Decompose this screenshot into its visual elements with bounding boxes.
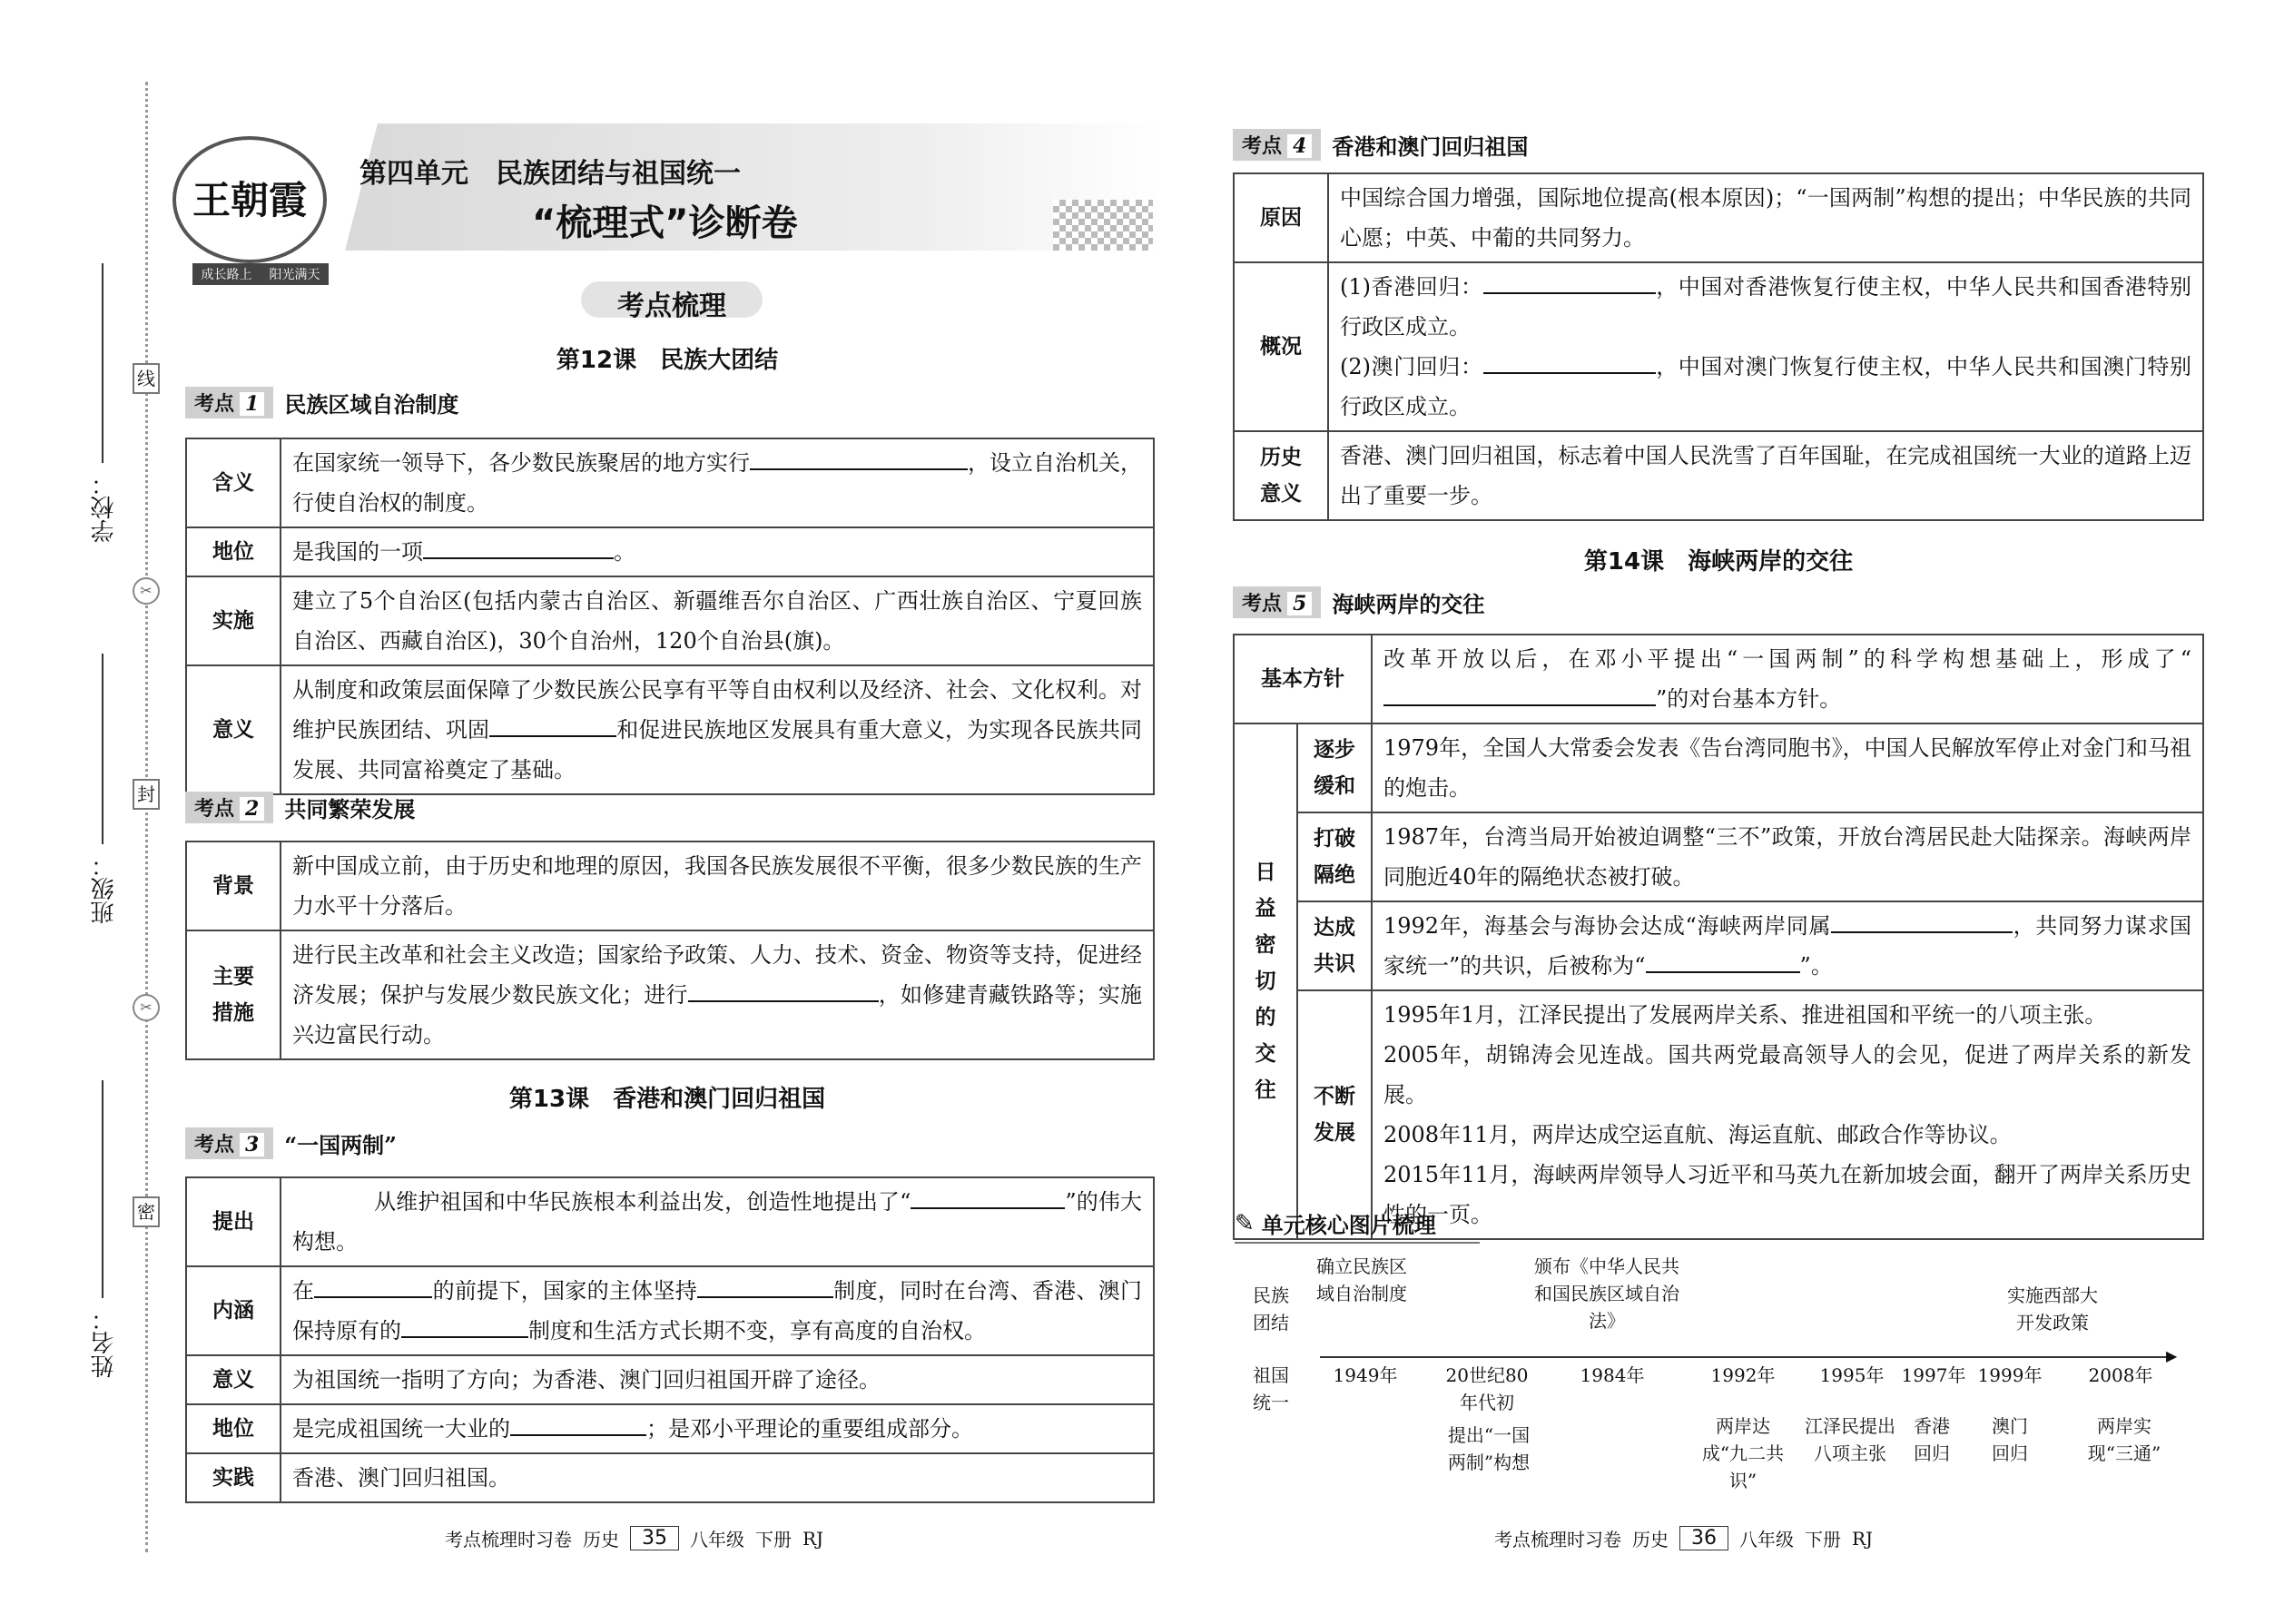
list-item: 1995年1月，江泽民提出了发展两岸关系、推进祖国和平统一的八项主张。	[1383, 1002, 2107, 1028]
footer-edition: RJ	[802, 1527, 824, 1550]
list-item: 2015年11月，海峡两岸领导人习近平和马英九在新加坡会面，翻开了两岸关系历史性的一页。	[1383, 1162, 2191, 1227]
logo-sub1: 成长路上	[201, 268, 252, 282]
brand-logo	[172, 136, 327, 263]
timeline-year: 1995年	[1819, 1364, 1885, 1386]
timeline-event-below: 两岸达成“九二共识”	[1701, 1415, 1785, 1491]
timeline-heading	[1235, 1207, 1436, 1239]
logo-ribbon	[192, 263, 329, 285]
table-row	[186, 1453, 1154, 1502]
table-row	[1234, 262, 2203, 431]
kd3-title: “一国两制”	[284, 1131, 397, 1158]
kd3-heading	[185, 1126, 397, 1160]
cut-mark-seal: 封	[133, 779, 160, 810]
footer-subject: 历史	[1632, 1529, 1669, 1550]
table-row	[186, 842, 1154, 930]
section-title: 考点梳理	[617, 290, 726, 322]
edit-icon: ✎	[1235, 1209, 1255, 1237]
fill-blank[interactable]	[750, 443, 968, 470]
row-label: 达成共识	[1297, 901, 1372, 990]
footer-edition: RJ	[1852, 1527, 1874, 1550]
kd3-tag: 考点 3	[185, 1127, 273, 1159]
timeline-row-label: 祖国统一	[1253, 1364, 1289, 1413]
row-content: 1987年，台湾当局开始被迫调整“三不”政策，开放台湾居民赴大陆探亲。海峡两岸同胞近40年的隔绝状态被打破。	[1372, 812, 2203, 901]
page-number: 36	[1679, 1526, 1728, 1550]
row-content: 在国家统一领导下，各少数民族聚居的地方实行 ，设立自治机关，行使自治权的制度。	[281, 438, 1154, 527]
row-content: 在 的前提下，国家的主体坚持 制度，同时在台湾、香港、澳门保持原有的 制度和生活方式长期不变，享有高度的自治权。	[281, 1266, 1154, 1355]
row-label: 背景	[186, 842, 281, 930]
table-row	[186, 1177, 1154, 1266]
scissors-icon: ✂	[133, 994, 160, 1021]
footer-left	[445, 1525, 823, 1551]
timeline-year: 1949年	[1333, 1364, 1398, 1386]
timeline-event-below: 香港回归	[1914, 1415, 1950, 1464]
timeline-year: 1984年	[1580, 1364, 1645, 1386]
arrow-right-icon: ▶	[2166, 1347, 2178, 1364]
kd5-title: 海峡两岸的交往	[1332, 590, 1485, 617]
fill-blank[interactable]	[1483, 347, 1656, 374]
fill-blank[interactable]	[489, 710, 616, 737]
header-checker-pattern	[1053, 200, 1153, 251]
row-label: 概况	[1234, 262, 1328, 431]
row-content: 进行民主改革和社会主义改造；国家给予政策、人力、技术、资金、物资等支持，促进经济发展；保护与发展少数民族文化；进行 ，如修建青藏铁路等；实施兴边富民行动。	[281, 930, 1154, 1059]
footer-right	[1494, 1525, 1873, 1551]
timeline-year: 1992年	[1710, 1364, 1776, 1386]
row-label: 主要措施	[186, 930, 281, 1059]
timeline-year: 1997年	[1901, 1364, 1966, 1386]
row-label: 历史意义	[1234, 431, 1328, 520]
row-label: 基本方针	[1234, 635, 1372, 723]
row-label: 提出	[186, 1177, 281, 1266]
fill-blank[interactable]	[1483, 267, 1656, 294]
class-field[interactable]	[102, 654, 103, 844]
timeline-axis	[1320, 1356, 2170, 1358]
timeline-event-below: 两岸实现“三通”	[2087, 1415, 2161, 1464]
kd2-heading	[185, 790, 415, 824]
footer-grade: 八年级	[1739, 1529, 1794, 1550]
footer-volume: 下册	[755, 1529, 792, 1550]
row-label: 内涵	[186, 1266, 281, 1355]
row-content: 香港、澳门回归祖国。	[281, 1453, 1154, 1502]
row-label: 原因	[1234, 173, 1328, 262]
table-row	[1234, 990, 2203, 1239]
paper-subtitle: “梳理式”诊断卷	[532, 202, 798, 244]
kd2-table	[185, 841, 1155, 1060]
fill-blank[interactable]	[1831, 906, 2013, 933]
row-label: 打破隔绝	[1297, 812, 1372, 901]
kd3-table	[185, 1176, 1155, 1503]
row-content: 是完成祖国统一大业的 ；是邓小平理论的重要组成部分。	[281, 1404, 1154, 1453]
page-number: 35	[630, 1526, 679, 1550]
lesson-13-title: 第13课 香港和澳门回归祖国	[508, 1086, 826, 1113]
kd2-title: 共同繁荣发展	[284, 795, 416, 822]
row-content: 中国综合国力增强，国际地位提高(根本原因)；“一国两制”构想的提出；中华民族的共同心愿；中英、中葡的共同努力。	[1328, 173, 2203, 262]
kd5-tag: 考点 5	[1233, 586, 1321, 618]
row-content: 建立了5个自治区(包括内蒙古自治区、新疆维吾尔自治区、广西壮族自治区、宁夏回族自治区、西藏自治区)，30个自治州，120个自治县(旗)。	[281, 576, 1154, 665]
list-item: 2008年11月，两岸达成空运直航、海运直航、邮政合作等协议。	[1383, 1122, 2012, 1147]
table-row	[1234, 723, 2203, 812]
row-content: 从制度和政策层面保障了少数民族公民享有平等自由权利以及经济、社会、文化权利。对维护民族团结、巩固 和促进民族地区发展具有重大意义，为实现各民族共同发展、共同富裕奠定了基础。	[281, 665, 1154, 794]
row-content: 是我国的一项 。	[281, 527, 1154, 576]
fill-blank[interactable]	[423, 532, 614, 559]
timeline-title: 单元核心图片梳理	[1261, 1213, 1436, 1238]
binding-dotted-line	[145, 82, 148, 1552]
timeline-event-below: 澳门回归	[1992, 1415, 2028, 1464]
row-label: 逐步缓和	[1297, 723, 1372, 812]
footer-subject: 历史	[583, 1529, 619, 1550]
row-content: (1)香港回归： ，中国对香港恢复行使主权，中华人民共和国香港特别行政区成立。 (2)澳门回归： ，中国对澳门恢复行使主权，中华人民共和国澳门特别行政区成立。	[1328, 262, 2203, 431]
cut-mark-secret: 密	[133, 1196, 160, 1227]
timeline-event-above: 实施西部大开发政策	[2007, 1284, 2098, 1334]
timeline-heading-rule	[1235, 1242, 1480, 1244]
unit-title: 第四单元 民族团结与祖国统一	[359, 158, 741, 190]
class-label: 班级：	[91, 853, 118, 924]
row-label: 意义	[186, 1355, 281, 1404]
footer-volume: 下册	[1805, 1529, 1841, 1550]
scissors-icon: ✂	[133, 577, 160, 605]
row-label: 实践	[186, 1453, 281, 1502]
timeline-row-label: 民族团结	[1253, 1284, 1289, 1334]
table-row	[1234, 901, 2203, 990]
kd1-table	[185, 438, 1155, 795]
timeline-year: 2008年	[2088, 1364, 2153, 1386]
table-row	[186, 527, 1154, 576]
footer-series: 考点梳理时习卷	[1494, 1529, 1621, 1550]
name-field[interactable]	[102, 1080, 103, 1298]
table-row	[1234, 431, 2203, 520]
footer-series: 考点梳理时习卷	[445, 1529, 572, 1550]
fill-blank[interactable]	[292, 1182, 374, 1209]
row-label: 地位	[186, 1404, 281, 1453]
kd1-title: 民族区域自治制度	[284, 390, 459, 418]
timeline-year: 1999年	[1977, 1364, 2043, 1386]
fill-blank[interactable]	[697, 1271, 833, 1298]
table-row	[186, 1355, 1154, 1404]
row-content: 香港、澳门回归祖国，标志着中国人民洗雪了百年国耻，在完成祖国统一大业的道路上迈出了重要一步。	[1328, 431, 2203, 520]
kd4-heading	[1233, 127, 1528, 162]
school-label: 学校：	[91, 472, 118, 543]
table-row	[186, 930, 1154, 1059]
timeline-year: 20世纪80年代初	[1445, 1364, 1529, 1413]
fill-blank[interactable]	[314, 1271, 432, 1298]
row-label: 不断发展	[1297, 990, 1372, 1239]
row-label: 含义	[186, 438, 281, 527]
list-item: 2005年，胡锦涛会见连战。国共两党最高领导人的会见，促进了两岸关系的新发展。	[1383, 1042, 2191, 1107]
kd2-tag: 考点 2	[185, 792, 273, 823]
kd4-tag: 考点 4	[1233, 129, 1321, 161]
timeline-event-below: 江泽民提出八项主张	[1805, 1415, 1895, 1464]
timeline-event-below: 提出“一国两制”构想	[1447, 1424, 1531, 1473]
row-content: 为祖国统一指明了方向；为香港、澳门回归祖国开辟了途径。	[281, 1355, 1154, 1404]
row-content: 1992年，海基会与海协会达成“海峡两岸同属 ，共同努力谋求国家统一”的共识，后被称为“ ”。	[1372, 901, 2203, 990]
cut-mark-line: 线	[133, 363, 160, 394]
group-label: 日益密切的交往	[1234, 723, 1297, 1239]
table-row	[186, 438, 1154, 527]
table-row	[186, 1404, 1154, 1453]
logo-sub2: 阳光满天	[269, 268, 320, 282]
table-row	[186, 665, 1154, 794]
fill-blank[interactable]	[510, 1409, 646, 1436]
kd5-table	[1233, 634, 2204, 1240]
table-row	[186, 576, 1154, 665]
lesson-14-title: 第14课 海峡两岸的交往	[1583, 548, 1854, 576]
row-label: 实施	[186, 576, 281, 665]
footer-grade: 八年级	[690, 1529, 744, 1550]
table-row	[1234, 635, 2203, 723]
name-label: 姓名：	[91, 1307, 118, 1378]
school-field[interactable]	[102, 263, 103, 463]
row-content: 1979年，全国人大常委会发表《告台湾同胞书》，中国人民解放军停止对金门和马祖的炮击。	[1372, 723, 2203, 812]
fill-blank[interactable]	[911, 1182, 1065, 1209]
table-row	[186, 1266, 1154, 1355]
row-content: 改革开放以后，在邓小平提出“一国两制”的科学构想基础上，形成了“”的对台基本方针。	[1372, 635, 2203, 723]
row-label: 地位	[186, 527, 281, 576]
timeline-event-above: 颁布《中华人民共和国民族区域自治法》	[1534, 1255, 1679, 1332]
table-row	[1234, 812, 2203, 901]
row-content	[1372, 990, 2203, 1239]
fill-blank[interactable]	[688, 975, 879, 1002]
timeline-event-above: 确立民族区域自治制度	[1316, 1255, 1407, 1304]
kd5-heading	[1233, 585, 1484, 619]
kd1-tag: 考点 1	[185, 387, 273, 418]
fill-blank[interactable]	[1383, 679, 1656, 706]
logo-text: 王朝霞	[192, 178, 307, 222]
kd1-heading	[185, 385, 458, 419]
row-label: 意义	[186, 665, 281, 794]
table-row	[1234, 173, 2203, 262]
row-content: 新中国成立前，由于历史和地理的原因，我国各民族发展很不平衡，很多少数民族的生产力水平十分落后。	[281, 842, 1154, 930]
kd4-table	[1233, 172, 2204, 521]
lesson-12-title: 第12课 民族大团结	[556, 347, 779, 374]
fill-blank[interactable]	[401, 1311, 528, 1338]
row-content: 从维护祖国和中华民族根本利益出发，创造性地提出了“ ”的伟大构想。	[281, 1177, 1154, 1266]
kd4-title: 香港和澳门回归祖国	[1332, 133, 1529, 160]
fill-blank[interactable]	[1646, 946, 1800, 973]
